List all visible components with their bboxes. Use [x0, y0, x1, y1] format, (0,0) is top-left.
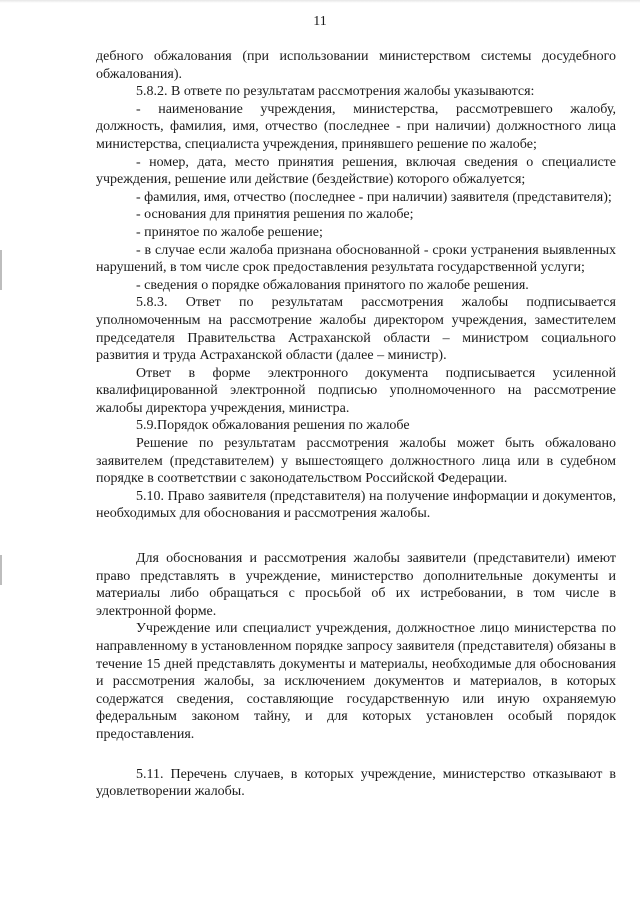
paragraph: Ответ в форме электронного документа подписывается усиленной квалифицированной электронной подписью уполномоченного на рассмотрение жалобы директора учреждения, министра.	[96, 365, 616, 416]
paragraph: Решение по результатам рассмотрения жалобы может быть обжаловано заявителем (представителем) у вышестоящего должностного лица или в судебном порядке в соответствии с законодательством Российской Федерации.	[96, 436, 616, 487]
paragraph: 5.8.3. Ответ по результатам рассмотрения жалобы подписывается уполномоченным на рассмотрение жалобы директором учреждения, заместителем председателя Правительства Астраханской области – министром социального развития и труда Астраханской области (далее – министр).	[96, 295, 616, 364]
section-heading: 5.11. Перечень случаев, в которых учреждение, министерство отказывают в удовлетворении жалобы.	[96, 766, 616, 800]
section-heading: 5.10. Право заявителя (представителя) на получение информации и документов, необходимых для обоснования и рассмотрения жалобы.	[96, 488, 616, 522]
document-body	[96, 48, 616, 801]
section-heading: 5.9.Порядок обжалования решения по жалобе	[136, 418, 410, 434]
list-item: - сведения о порядке обжалования принятого по жалобе решения.	[136, 277, 529, 293]
list-item: - наименование учреждения, министерства, рассмотревшего жалобу, должность, фамилия, имя, отчество (последнее - при наличии) должностного лица министерства, специалиста учреждения, принявшего решение по жалобе;	[96, 101, 616, 152]
paragraph: 5.8.2. В ответе по результатам рассмотрения жалобы указываются:	[136, 84, 535, 100]
scan-left-edge-mark	[0, 555, 2, 585]
list-item: - в случае если жалоба признана обоснованной - сроки устранения выявленных нарушений, в том числе срок предоставления результата государственной услуги;	[96, 242, 616, 276]
scan-left-edge-mark	[0, 250, 2, 290]
page-number: 11	[313, 14, 327, 29]
paragraph: дебного обжалования (при использовании министерством системы досудебного обжалования).	[96, 49, 616, 82]
list-item: - фамилия, имя, отчество (последнее - при наличии) заявителя (представителя);	[136, 189, 612, 205]
scan-top-edge	[0, 0, 640, 3]
paragraph: Для обоснования и рассмотрения жалобы заявители (представители) имеют право представлять в учреждение, министерство дополнительные документы и материалы либо обращаться с просьбой об их истребовании, в том числе в электронной форме.	[96, 551, 616, 619]
list-item: - принятое по жалобе решение;	[136, 224, 323, 240]
paragraph: Учреждение или специалист учреждения, должностное лицо министерства по направленному в установленном порядке запросу заявителя (представителя) обязаны в течение 15 дней представлять документы и материалы, необходимые для обоснования и рассмотрения жалобы, за исключением документов и материалов, в которых содержатся сведения, составляющие государственную или иную охраняемую федеральным законом тайну, и для которых установлен особый порядок предоставления.	[96, 621, 616, 742]
list-item: - номер, дата, место принятия решения, включая сведения о специалисте учреждения, решение или действие (бездействие) которого обжалуется;	[96, 154, 616, 188]
list-item: - основания для принятия решения по жалобе;	[136, 207, 414, 223]
